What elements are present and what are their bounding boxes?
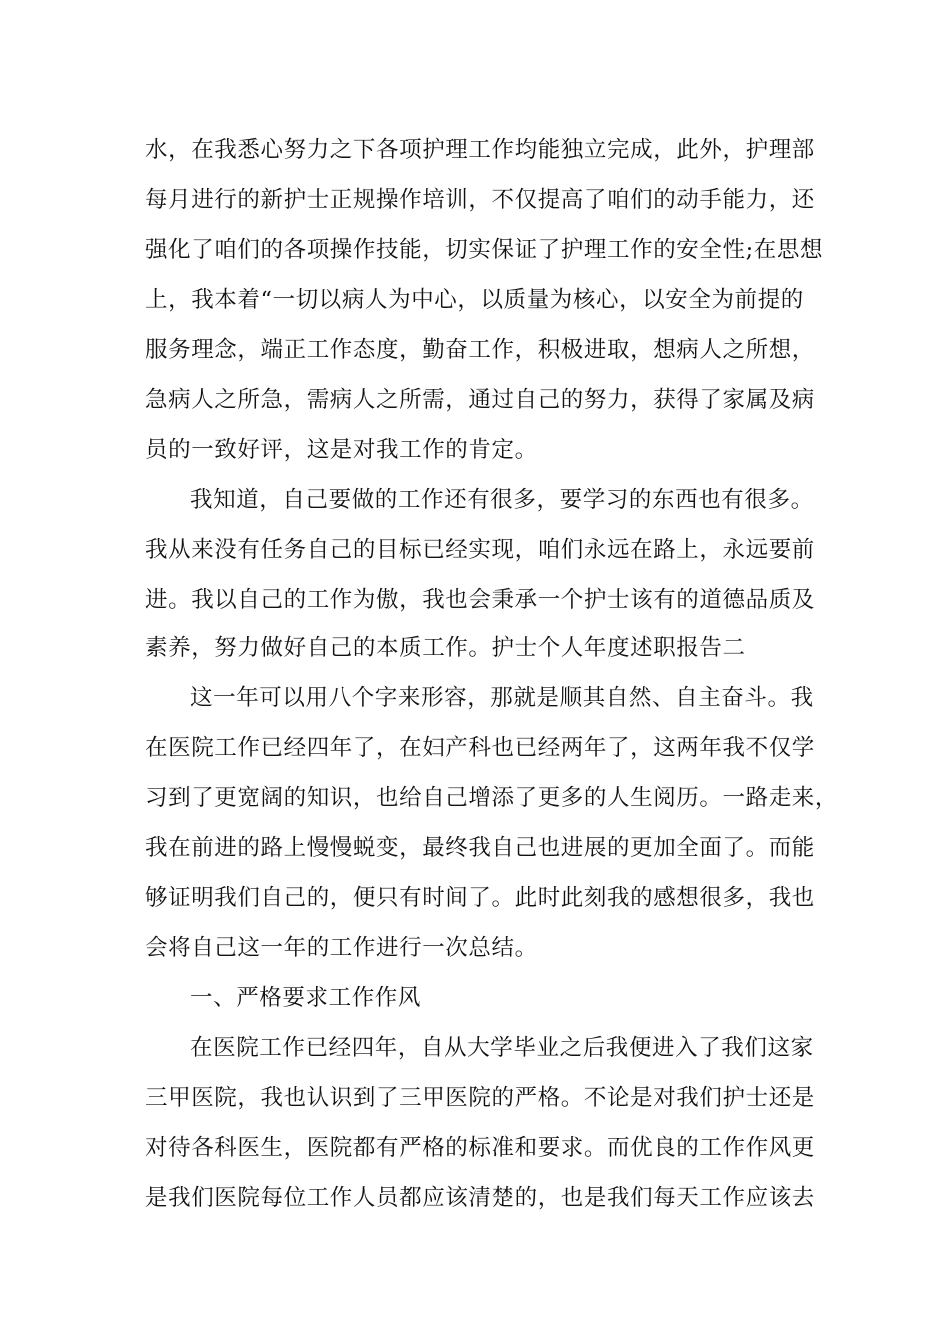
text-line: 水，在我悉心努力之下各项护理工作均能独立完成，此外，护理部 xyxy=(145,137,815,163)
text-line: 在医院工作已经四年了，在妇产科也已经两年了，这两年我不仅学 xyxy=(145,735,815,761)
text-line: 习到了更宽阔的知识，也给自己增添了更多的人生阅历。一路走来， xyxy=(145,785,839,811)
text-line: 对待各科医生，医院都有严格的标准和要求。而优良的工作作风更 xyxy=(145,1135,815,1161)
text-line: 服务理念，端正工作态度，勤奋工作，积极进取，想病人之所想， xyxy=(145,337,815,363)
text-line: 够证明我们自己的，便只有时间了。此时此刻我的感想很多，我也 xyxy=(145,885,815,911)
paragraph-first-line: 我知道，自己要做的工作还有很多，要学习的东西也有很多。 xyxy=(190,487,814,513)
section-heading: 一、严格要求工作作风 xyxy=(190,985,422,1011)
text-line: 素养，努力做好自己的本质工作。护士个人年度述职报告二 xyxy=(145,635,746,661)
text-line: 急病人之所急，需病人之所需，通过自己的努力，获得了家属及病 xyxy=(145,387,815,413)
text-line: 员的一致好评，这是对我工作的肯定。 xyxy=(145,437,538,463)
text-line: 会将自己这一年的工作进行一次总结。 xyxy=(145,935,538,961)
paragraph-first-line: 在医院工作已经四年，自从大学毕业之后我便进入了我们这家 xyxy=(190,1035,814,1061)
text-line: 是我们医院每位工作人员都应该清楚的，也是我们每天工作应该去 xyxy=(145,1185,815,1211)
text-line: 三甲医院，我也认识到了三甲医院的严格。不论是对我们护士还是 xyxy=(145,1085,815,1111)
text-line: 强化了咱们的各项操作技能，切实保证了护理工作的安全性;在思想 xyxy=(145,237,824,263)
text-line: 每月进行的新护士正规操作培训，不仅提高了咱们的动手能力，还 xyxy=(145,187,815,213)
paragraph-first-line: 这一年可以用八个字来形容，那就是顺其自然、自主奋斗。我 xyxy=(190,685,814,711)
text-line: 我在前进的路上慢慢蜕变，最终我自己也进展的更加全面了。而能 xyxy=(145,835,815,861)
text-line: 进。我以自己的工作为傲，我也会秉承一个护士该有的道德品质及 xyxy=(145,587,815,613)
text-line: 我从来没有任务自己的目标已经实现，咱们永远在路上，永远要前 xyxy=(145,537,815,563)
text-line: 上，我本着“一切以病人为中心，以质量为核心，以安全为前提的 xyxy=(145,287,804,313)
